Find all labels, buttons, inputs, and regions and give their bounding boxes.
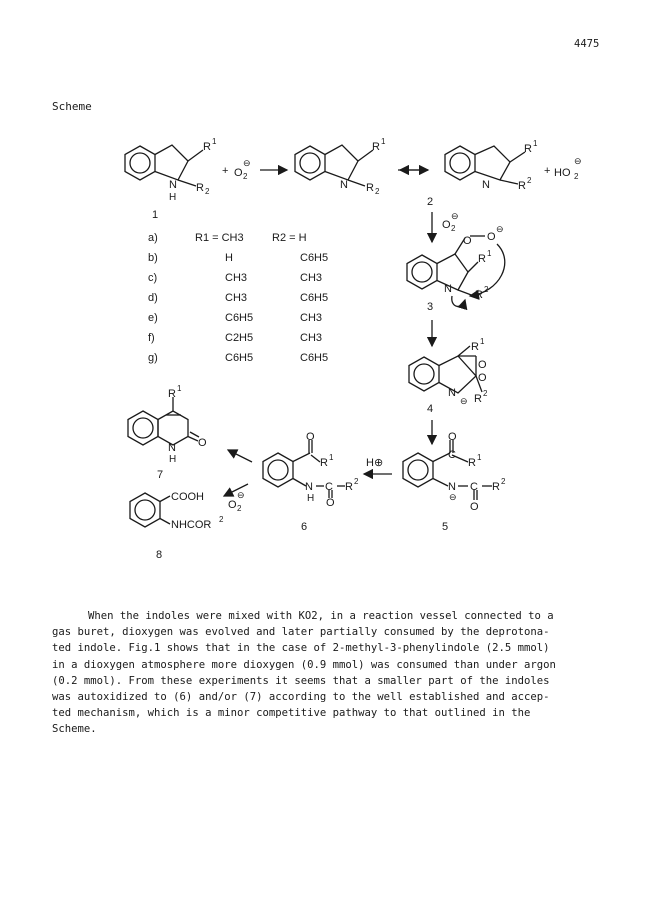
svg-text:H: H <box>225 252 233 264</box>
paragraph-line: ted indole. Fig.1 shows that in the case of 2-methyl-3-phenylindole (2.5 mmol) <box>52 642 550 655</box>
svg-text:N: N <box>444 283 452 295</box>
svg-text:1: 1 <box>487 249 492 258</box>
svg-text:R: R <box>518 180 526 192</box>
compound-1-structure <box>125 137 217 203</box>
svg-text:C: C <box>470 481 478 493</box>
svg-text:R: R <box>372 141 380 153</box>
svg-text:2: 2 <box>527 176 532 185</box>
svg-text:R: R <box>492 481 500 493</box>
svg-text:C6H5: C6H5 <box>225 352 254 364</box>
table-row <box>148 232 307 244</box>
svg-text:R: R <box>366 182 374 194</box>
svg-text:R: R <box>471 341 479 353</box>
compound-7-label: 7 <box>157 469 164 481</box>
compound-2-label: 2 <box>427 196 434 208</box>
substituent-table <box>148 232 328 364</box>
compound-4-structure <box>409 337 488 406</box>
compound-7-structure <box>128 384 207 465</box>
paragraph-line: in a dioxygen atmosphere more dioxygen (0.9 mmol) was consumed than under argon <box>52 658 556 671</box>
svg-text:1: 1 <box>177 384 182 393</box>
paragraph-line: ted mechanism, which is a minor competitive pathway to that outlined in the <box>52 707 531 720</box>
svg-text:N: N <box>305 481 313 493</box>
svg-text:C: C <box>325 481 333 493</box>
svg-text:O: O <box>326 497 335 509</box>
svg-text:COOH: COOH <box>171 491 204 503</box>
svg-text:R: R <box>320 457 328 469</box>
svg-text:e): e) <box>148 312 158 324</box>
scheme-label: Scheme <box>52 100 92 113</box>
svg-text:2: 2 <box>483 389 488 398</box>
svg-text:C6H5: C6H5 <box>300 352 329 364</box>
svg-text:R: R <box>475 289 483 301</box>
svg-text:R: R <box>196 182 204 194</box>
svg-text:N: N <box>340 179 348 191</box>
svg-text:C6H5: C6H5 <box>300 252 329 264</box>
indolyl-anion-structure <box>295 137 386 196</box>
svg-text:O: O <box>478 359 487 371</box>
svg-text:⊖: ⊖ <box>574 156 582 166</box>
svg-text:O: O <box>470 501 479 513</box>
svg-text:1: 1 <box>477 453 482 462</box>
compound-5-label: 5 <box>442 521 449 533</box>
compound-3-structure <box>407 224 505 306</box>
svg-text:O: O <box>442 219 451 231</box>
svg-text:f): f) <box>148 332 155 344</box>
svg-text:⊖: ⊖ <box>237 490 245 500</box>
page-number: 4475 <box>574 38 600 50</box>
table-row <box>148 352 328 364</box>
compound-3-label: 3 <box>427 301 434 313</box>
svg-text:2: 2 <box>219 515 224 524</box>
svg-text:1: 1 <box>329 453 334 462</box>
paragraph-line: gas buret, dioxygen was evolved and later partially consumed by the deprotona- <box>52 626 550 639</box>
svg-text:1: 1 <box>212 137 217 146</box>
svg-text:1: 1 <box>480 337 485 346</box>
svg-text:2: 2 <box>243 172 248 181</box>
svg-text:1: 1 <box>381 137 386 146</box>
svg-text:CH3: CH3 <box>225 292 248 304</box>
compound-1-label: 1 <box>152 209 159 221</box>
svg-text:O: O <box>198 437 207 449</box>
svg-text:O: O <box>463 235 472 247</box>
svg-text:O: O <box>234 167 243 179</box>
table-row <box>148 252 328 264</box>
svg-text:1: 1 <box>533 139 538 148</box>
svg-text:R: R <box>168 388 176 400</box>
svg-text:2: 2 <box>354 477 359 486</box>
svg-text:H: H <box>169 192 177 203</box>
table-row <box>148 312 322 324</box>
paragraph-line: When the indoles were mixed with KO2, in a reaction vessel connected to a <box>88 610 554 622</box>
svg-text:R: R <box>468 457 476 469</box>
svg-text:O: O <box>478 372 487 384</box>
svg-text:CH3: CH3 <box>300 272 323 284</box>
svg-text:+: + <box>222 165 229 177</box>
svg-text:⊖: ⊖ <box>451 211 459 221</box>
svg-text:CH3: CH3 <box>300 312 323 324</box>
svg-text:R: R <box>474 393 482 405</box>
svg-text:⊖: ⊖ <box>496 224 504 234</box>
paragraph-line: Scheme. <box>52 723 97 736</box>
svg-text:HO: HO <box>554 167 571 179</box>
paragraph-line: (0.2 mmol). From these experiments it seems that a smaller part of the indoles <box>52 674 550 687</box>
compound-5-structure <box>403 431 506 513</box>
svg-text:2: 2 <box>451 224 456 233</box>
svg-text:N: N <box>448 481 456 493</box>
svg-text:CH3: CH3 <box>300 332 323 344</box>
svg-text:R1 = CH3: R1 = CH3 <box>195 232 244 244</box>
svg-text:H: H <box>169 454 177 465</box>
svg-text:O: O <box>306 431 315 443</box>
svg-text:+: + <box>544 165 551 177</box>
svg-text:C6H5: C6H5 <box>225 312 254 324</box>
svg-text:2: 2 <box>501 477 506 486</box>
paragraph-line: was autoxidized to (6) and/or (7) according to the well established and accep- <box>52 691 550 704</box>
svg-text:⊖: ⊖ <box>449 492 457 502</box>
svg-text:⊖: ⊖ <box>243 158 251 168</box>
svg-text:N: N <box>169 179 177 191</box>
svg-text:C: C <box>448 449 456 461</box>
svg-text:g): g) <box>148 352 158 364</box>
table-row <box>148 272 322 284</box>
svg-text:N: N <box>482 179 490 191</box>
svg-text:C2H5: C2H5 <box>225 332 254 344</box>
svg-text:c): c) <box>148 272 158 284</box>
r1-label: R <box>203 141 211 153</box>
svg-text:2: 2 <box>574 172 579 181</box>
svg-text:CH3: CH3 <box>225 272 248 284</box>
svg-text:NHCOR: NHCOR <box>171 519 212 531</box>
svg-text:2: 2 <box>237 504 242 513</box>
svg-text:⊖: ⊖ <box>460 396 468 406</box>
svg-text:d): d) <box>148 292 158 304</box>
compound-6-structure <box>263 431 359 509</box>
svg-text:2: 2 <box>205 187 210 196</box>
compound-2-structure <box>445 139 538 192</box>
compound-8-label: 8 <box>156 549 163 561</box>
svg-text:H: H <box>307 493 315 504</box>
svg-text:R: R <box>524 143 532 155</box>
svg-text:a): a) <box>148 232 158 244</box>
table-row <box>148 332 322 344</box>
svg-text:2: 2 <box>484 285 489 294</box>
svg-text:R: R <box>478 253 486 265</box>
svg-text:b): b) <box>148 252 158 264</box>
table-row <box>148 292 328 304</box>
svg-text:N: N <box>448 387 456 399</box>
compound-6-label: 6 <box>301 521 308 533</box>
svg-text:O: O <box>448 431 457 443</box>
svg-text:O: O <box>228 499 237 511</box>
svg-text:C6H5: C6H5 <box>300 292 329 304</box>
body-paragraph <box>52 608 612 738</box>
compound-4-label: 4 <box>427 403 434 415</box>
svg-text:R2 = H: R2 = H <box>272 232 307 244</box>
svg-text:2: 2 <box>375 187 380 196</box>
svg-text:O: O <box>487 231 496 243</box>
svg-text:H⊕: H⊕ <box>366 457 384 469</box>
compound-8-structure <box>130 491 224 531</box>
svg-text:N: N <box>168 442 176 454</box>
svg-text:R: R <box>345 481 353 493</box>
